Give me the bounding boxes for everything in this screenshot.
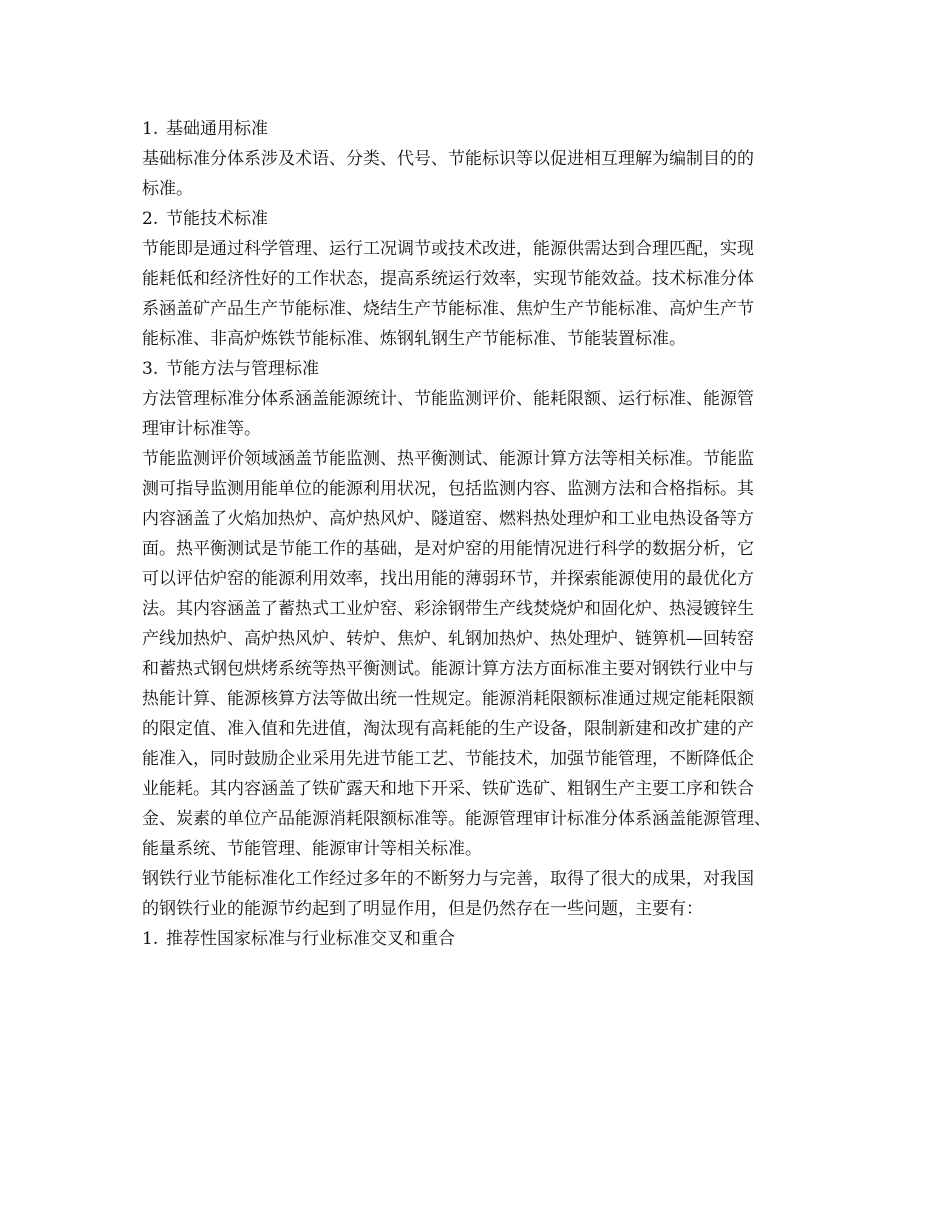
body-text-line: 能耗低和经济性好的工作状态，提高系统运行效率，实现节能效益。技术标准分体 (142, 269, 754, 289)
body-text-line: 可以评估炉窑的能源利用效率，找出用能的薄弱环节，并探索能源使用的最优化方 (142, 569, 754, 589)
body-text-line: 钢铁行业节能标准化工作经过多年的不断努力与完善，取得了很大的成果，对我国 (142, 869, 754, 889)
body-text-line: 的限定值、准入值和先进值，淘汰现有高耗能的生产设备，限制新建和改扩建的产 (142, 719, 754, 739)
section-title: 基础通用标准 (166, 119, 268, 139)
body-text-line: 法。其内容涵盖了蓄热式工业炉窑、彩涂钢带生产线焚烧炉和固化炉、热浸镀锌生 (142, 599, 754, 619)
section-heading (142, 204, 832, 234)
body-text-line: 金、炭素的单位产品能源消耗限额标准等。能源管理审计标准分体系涵盖能源管理、 (142, 809, 771, 829)
body-text-line: 的钢铁行业的能源节约起到了明显作用，但是仍然存在一些问题，主要有： (142, 899, 703, 919)
body-text-line: 面。热平衡测试是节能工作的基础，是对炉窑的用能情况进行科学的数据分析，它 (142, 539, 754, 559)
section-heading (142, 924, 832, 954)
section-title: 节能技术标准 (166, 209, 268, 229)
body-text-line: 系涵盖矿产品生产节能标准、烧结生产节能标准、焦炉生产节能标准、高炉生产节 (142, 299, 754, 319)
body-text-line: 内容涵盖了火焰加热炉、高炉热风炉、隧道窑、燃料热处理炉和工业电热设备等方 (142, 509, 754, 529)
section-number: 3. (142, 359, 159, 379)
body-text-line: 热能计算、能源核算方法等做出统一性规定。能源消耗限额标准通过规定能耗限额 (142, 689, 754, 709)
body-text-line: 节能监测评价领域涵盖节能监测、热平衡测试、能源计算方法等相关标准。节能监 (142, 449, 754, 469)
body-text-line: 能量系统、节能管理、能源审计等相关标准。 (142, 839, 482, 859)
body-text-line: 方法管理标准分体系涵盖能源统计、节能监测评价、能耗限额、运行标准、能源管 (142, 389, 754, 409)
body-text-line: 节能即是通过科学管理、运行工况调节或技术改进，能源供需达到合理匹配，实现 (142, 239, 754, 259)
document-page (142, 114, 832, 954)
body-text-line: 业能耗。其内容涵盖了铁矿露天和地下开采、铁矿选矿、粗钢生产主要工序和铁合 (142, 779, 754, 799)
body-text-line: 基础标准分体系涉及术语、分类、代号、节能标识等以促进相互理解为编制目的的 (142, 149, 754, 169)
section-heading (142, 354, 832, 384)
section-number: 1. (142, 119, 159, 139)
body-text-line: 能标准、非高炉炼铁节能标准、炼钢轧钢生产节能标准、节能装置标准。 (142, 329, 686, 349)
body-text-line: 标准。 (142, 179, 193, 199)
section-title: 推荐性国家标准与行业标准交叉和重合 (166, 929, 455, 949)
body-text-line: 理审计标准等。 (142, 419, 261, 439)
section-number: 1. (142, 929, 159, 949)
section-title: 节能方法与管理标准 (166, 359, 319, 379)
body-text-line: 产线加热炉、高炉热风炉、转炉、焦炉、轧钢加热炉、热处理炉、链箅机—回转窑 (142, 629, 754, 649)
section-heading (142, 114, 832, 144)
body-text-line: 能准入，同时鼓励企业采用先进节能工艺、节能技术，加强节能管理，不断降低企 (142, 749, 754, 769)
body-text-line: 和蓄热式钢包烘烤系统等热平衡测试。能源计算方法方面标准主要对钢铁行业中与 (142, 659, 754, 679)
body-text-line: 测可指导监测用能单位的能源利用状况，包括监测内容、监测方法和合格指标。其 (142, 479, 754, 499)
section-number: 2. (142, 209, 159, 229)
